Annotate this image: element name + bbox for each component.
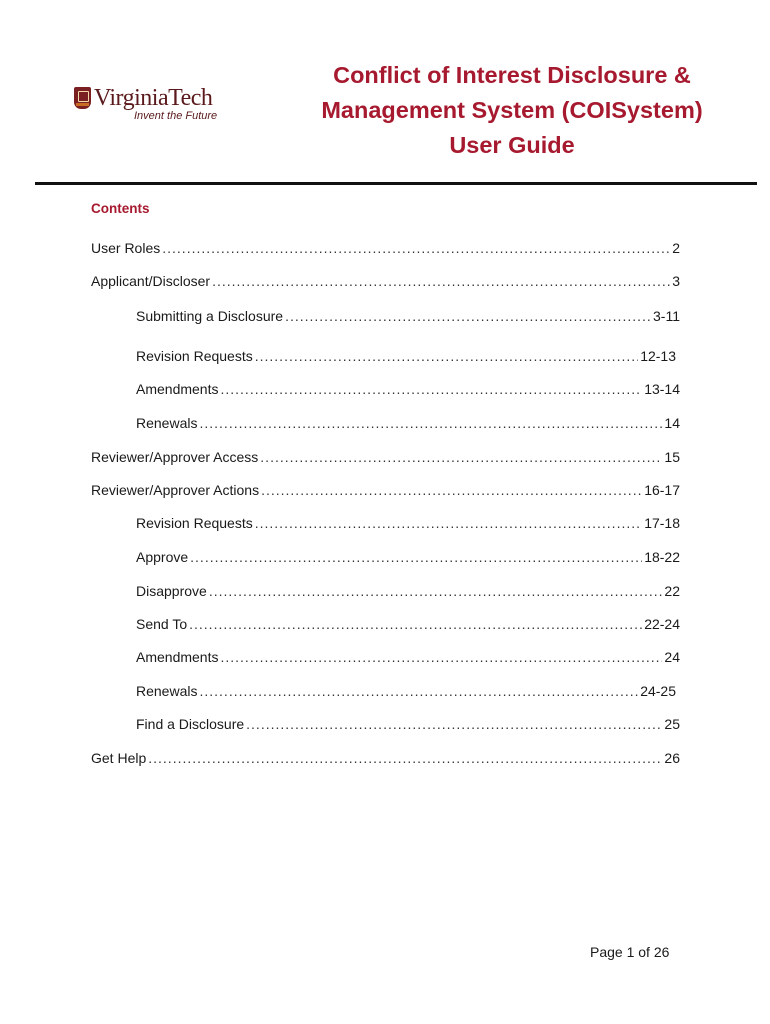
toc-entry-page: 15: [664, 449, 680, 465]
toc-entry-leader: [220, 381, 642, 397]
toc-entry-leader: [260, 449, 662, 465]
toc-entry-label: Revision Requests: [136, 348, 253, 364]
toc-entry-leader: [220, 649, 662, 665]
toc-entry-page: 2: [672, 240, 680, 256]
toc-entry[interactable]: [136, 381, 680, 397]
toc-entry-label: Applicant/Discloser: [91, 273, 211, 289]
toc-entry-label: Amendments: [136, 381, 219, 397]
toc-entry-label: Renewals: [136, 415, 198, 431]
toc-entry-page: 14: [664, 415, 680, 431]
toc-entry-leader: [199, 415, 662, 431]
toc-entry[interactable]: [136, 549, 680, 565]
logo-tagline: Invent the Future: [134, 110, 218, 122]
toc-entry-label: Send To: [136, 616, 188, 632]
toc-entry-label: Get Help: [91, 750, 147, 766]
toc-entry-leader: [148, 750, 662, 766]
toc-entry-page: 13-14: [644, 381, 680, 397]
toc-entry-leader: [255, 515, 642, 531]
toc-entry-page: 26: [664, 750, 680, 766]
toc-entry-page: 18-22: [644, 549, 680, 565]
toc-entry-label: User Roles: [91, 240, 161, 256]
toc-entry-label: Submitting a Disclosure: [136, 308, 284, 324]
toc-entry-page: 22-24: [644, 616, 680, 632]
toc-entry-leader: [255, 348, 638, 364]
header-divider: [35, 182, 757, 185]
toc-entry-label: Find a Disclosure: [136, 716, 245, 732]
toc-entry[interactable]: [91, 449, 680, 465]
toc-entry-page: 22: [664, 583, 680, 599]
toc-entry-leader: [189, 616, 642, 632]
toc-entry[interactable]: [136, 683, 676, 699]
toc-entry[interactable]: [91, 240, 680, 256]
toc-entry[interactable]: [136, 308, 680, 324]
toc-entry[interactable]: [136, 649, 680, 665]
title-line-1: Conflict of Interest Disclosure &: [333, 62, 691, 88]
toc-entry[interactable]: [91, 750, 680, 766]
title-line-2: Management System (COISystem): [321, 97, 703, 123]
virginia-tech-logo: [74, 84, 224, 124]
toc-entry[interactable]: [91, 273, 680, 289]
toc-entry-label: Reviewer/Approver Actions: [91, 482, 260, 498]
toc-entry-label: Revision Requests: [136, 515, 253, 531]
toc-entry-leader: [246, 716, 662, 732]
toc-entry-page: 16-17: [644, 482, 680, 498]
toc-entry-leader: [212, 273, 670, 289]
toc-entry-page: 24-25: [640, 683, 676, 699]
toc-entry-leader: [199, 683, 638, 699]
logo-wordmark: VirginiaTech: [94, 85, 213, 111]
toc-entry[interactable]: [136, 583, 680, 599]
toc-entry[interactable]: [136, 348, 676, 364]
toc-entry-page: 17-18: [644, 515, 680, 531]
document-title: [290, 58, 734, 163]
title-line-3: User Guide: [449, 132, 575, 158]
toc-entry-page: 25: [664, 716, 680, 732]
toc-entry-leader: [209, 583, 663, 599]
toc-entry-page: 12-13: [640, 348, 676, 364]
toc-entry-page: 3-11: [653, 308, 680, 324]
shield-icon: [74, 87, 91, 109]
toc-entry-label: Approve: [136, 549, 189, 565]
toc-entry-leader: [261, 482, 642, 498]
toc-entry-page: 3: [672, 273, 680, 289]
page-number: Page 1 of 26: [590, 944, 670, 960]
toc-entry-leader: [190, 549, 642, 565]
toc-entry-leader: [285, 308, 651, 324]
toc-entry-label: Renewals: [136, 683, 198, 699]
toc-entry[interactable]: [136, 415, 680, 431]
toc-entry-label: Amendments: [136, 649, 219, 665]
toc-entry[interactable]: [136, 515, 680, 531]
toc-entry[interactable]: [136, 616, 680, 632]
toc-entry-label: Disapprove: [136, 583, 207, 599]
toc-entry-label: Reviewer/Approver Access: [91, 449, 259, 465]
toc-entry[interactable]: [91, 482, 680, 498]
toc-entry[interactable]: [136, 716, 680, 732]
toc-entry-leader: [162, 240, 670, 256]
contents-heading: Contents: [91, 201, 150, 216]
toc-entry-page: 24: [664, 649, 680, 665]
